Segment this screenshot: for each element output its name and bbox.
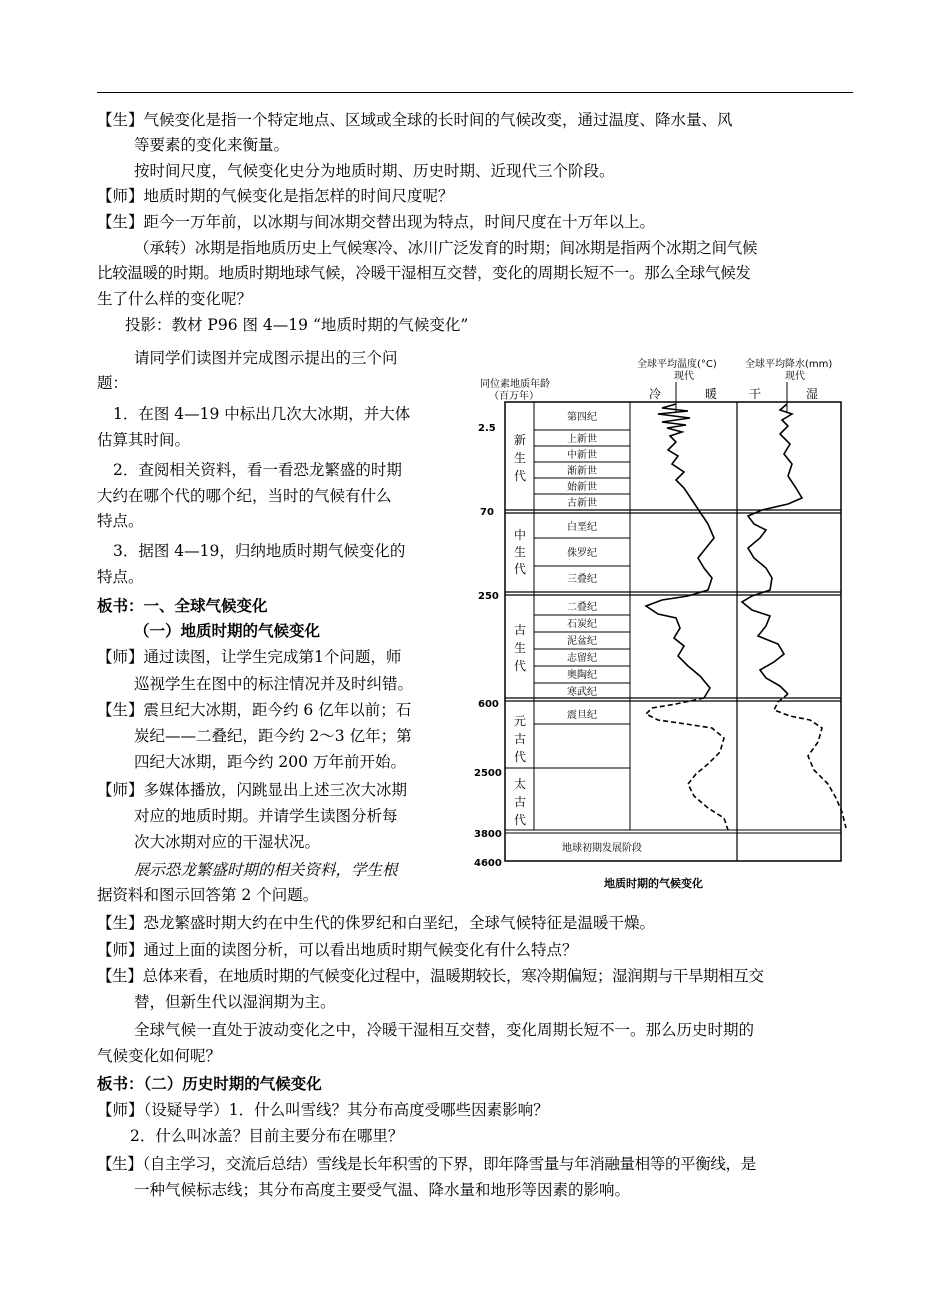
paragraph-line: 巡视学生在图中的标注情况并及时纠错。 xyxy=(134,675,414,693)
era-label: 代 xyxy=(513,750,527,764)
era-label: 元 xyxy=(513,714,527,728)
age-label: 70 xyxy=(480,507,494,518)
paragraph-line: 【生】距今一万年前，以冰期与间冰期交替出现为特点，时间尺度在十万年以上。 xyxy=(97,213,656,231)
paragraph-line: 炭纪——二叠纪，距今约 2～3 亿年；第 xyxy=(134,727,412,745)
paragraph-line: 对应的地质时期。并请学生读图分析每 xyxy=(134,807,398,825)
geologic-climate-figure xyxy=(462,352,854,894)
period-label: 奥陶纪 xyxy=(567,670,597,681)
paragraph-line: 生了什么样的变化呢？ xyxy=(97,290,253,308)
paragraph-line: 【师】地质时期的气候变化是指怎样的时间尺度呢？ xyxy=(97,187,454,205)
precipitation-curve-dashed xyxy=(774,694,846,828)
paragraph-line: 请同学们读图并完成图示提出的三个问 xyxy=(134,349,398,367)
era-label: 中 xyxy=(513,528,527,542)
paragraph-line: 气候变化如何呢？ xyxy=(97,1047,222,1065)
era-label: 太 xyxy=(513,777,527,791)
era-label: 生 xyxy=(513,451,527,465)
paragraph-line: 替，但新生代以湿润期为主。 xyxy=(134,993,336,1011)
paragraph-line: 全球气候一直处于波动变化之中，冷暖干湿相互交替，变化周期长短不一。那么历史时期的 xyxy=(134,1021,755,1039)
paragraph-line: 1．在图 4—19 中标出几次大冰期，并大体 xyxy=(113,405,411,423)
era-label: 古 xyxy=(513,623,527,637)
temp-header-now: 现代 xyxy=(674,371,694,382)
period-label: 古新世 xyxy=(567,498,597,509)
paragraph-line: 特点。 xyxy=(97,568,144,586)
age-label: 2500 xyxy=(474,768,502,779)
era-label: 代 xyxy=(513,469,527,483)
temp-scale-warm: 暖 xyxy=(705,387,718,401)
precip-scale-wet: 湿 xyxy=(806,387,819,401)
paragraph-line: （承转）冰期是指地质历史上气候寒冷、冰川广泛发育的时期；间冰期是指两个冰期之间气候 xyxy=(134,239,758,257)
era-label: 新 xyxy=(513,433,527,447)
paragraph-line: 次大冰期对应的干湿状况。 xyxy=(134,833,321,851)
period-label: 泥盆纪 xyxy=(567,636,597,647)
age-header: 同位素地质年龄 xyxy=(480,379,550,390)
board-subheading: （一）地质时期的气候变化 xyxy=(134,622,321,640)
paragraph-line: 【师】通过上面的读图分析，可以看出地质时期气候变化有什么特点？ xyxy=(97,941,578,959)
era-label: 古 xyxy=(513,795,527,809)
age-label: 250 xyxy=(478,591,499,602)
era-label: 代 xyxy=(513,659,527,673)
age-label: 2.5 xyxy=(478,423,496,434)
paragraph-line: 【生】气候变化是指一个特定地点、区域或全球的长时间的气候改变，通过温度、降水量、风 xyxy=(97,111,733,129)
paragraph-line: 2．查阅相关资料，看一看恐龙繁盛的时期 xyxy=(113,461,402,479)
paragraph-line: 比较温暖的时期。地质时期地球气候，冷暖干湿相互交替，变化的周期长短不一。那么全球气候发 xyxy=(97,264,751,282)
paragraph-line: 大约在哪个代的哪个纪，当时的气候有什么 xyxy=(97,487,392,505)
board-heading: 板书：一、全球气候变化 xyxy=(97,597,268,615)
period-label: 上新世 xyxy=(567,434,597,445)
temp-header: 全球平均温度(°C) xyxy=(637,359,717,370)
period-label: 二叠纪 xyxy=(567,602,597,613)
paragraph-line: 一种气候标志线；其分布高度主要受气温、降水量和地形等因素的影响。 xyxy=(134,1181,631,1199)
figure-caption: 地质时期的气候变化 xyxy=(604,877,703,890)
age-label: 600 xyxy=(478,699,499,710)
temperature-curve xyxy=(646,404,714,698)
precipitation-curve xyxy=(742,404,802,694)
paragraph-line: 四纪大冰期，距今约 200 万年前开始。 xyxy=(134,753,406,771)
precip-header: 全球平均降水(mm) xyxy=(745,359,833,370)
period-label: 渐新世 xyxy=(567,466,597,477)
period-label: 中新世 xyxy=(567,450,597,461)
period-label: 侏罗纪 xyxy=(567,548,597,559)
paragraph-line: 估算其时间。 xyxy=(97,431,191,449)
paragraph-line: 【生】震旦纪大冰期，距今约 6 亿年以前；石 xyxy=(97,701,412,719)
temp-scale-cold: 冷 xyxy=(649,387,662,401)
paragraph-line: 【生】（自主学习，交流后总结）雪线是长年积雪的下界，即年降雪量与年消融量相等的平衡线，是 xyxy=(97,1155,756,1173)
paragraph-line: 【生】恐龙繁盛时期大约在中生代的侏罗纪和白垩纪，全球气候特征是温暖干燥。 xyxy=(97,914,656,932)
paragraph-line: 特点。 xyxy=(97,512,144,530)
period-label: 白垩纪 xyxy=(567,522,597,533)
precip-scale-dry: 干 xyxy=(749,387,762,401)
era-label: 生 xyxy=(513,545,527,559)
paragraph-line: 据资料和图示回答第 2 个问题。 xyxy=(97,886,319,904)
era-label: 代 xyxy=(513,562,527,576)
board-heading: 板书：（二）历史时期的气候变化 xyxy=(97,1075,322,1093)
temperature-curve-dashed xyxy=(646,698,728,830)
header-rule xyxy=(97,92,853,93)
paragraph-line: 【师】多媒体播放，闪跳显出上述三次大冰期 xyxy=(97,781,408,799)
paragraph-line: 3．据图 4—19，归纳地质时期气候变化的 xyxy=(113,542,406,560)
paragraph-line: 投影：教材 P96 图 4—19 “地质时期的气候变化” xyxy=(125,316,469,334)
paragraph-line: 题： xyxy=(97,374,129,392)
period-label: 始新世 xyxy=(567,482,597,493)
period-label: 震旦纪 xyxy=(567,710,597,721)
paragraph-line: 2．什么叫冰盖？目前主要分布在哪里？ xyxy=(130,1127,404,1145)
era-label: 代 xyxy=(513,813,527,827)
period-label: 三叠纪 xyxy=(567,574,597,585)
period-label: 寒武纪 xyxy=(567,687,597,698)
age-label: 4600 xyxy=(474,858,502,869)
paragraph-line: 展示恐龙繁盛时期的相关资料，学生根 xyxy=(134,861,398,879)
paragraph-line: 等要素的变化来衡量。 xyxy=(134,136,290,154)
precip-header-now: 现代 xyxy=(785,371,805,382)
paragraph-line: 【师】（设疑导学）1．什么叫雪线？其分布高度受哪些因素影响？ xyxy=(97,1101,549,1119)
era-label: 生 xyxy=(513,641,527,655)
period-label: 石炭纪 xyxy=(567,619,597,630)
paragraph-line: 【生】总体来看，在地质时期的气候变化过程中，温暖期较长，寒冷期偏短；湿润期与干旱期相互交 xyxy=(97,967,764,985)
period-label: 第四纪 xyxy=(567,412,597,423)
early-stage-label: 地球初期发展阶段 xyxy=(562,843,642,854)
period-label: 志留纪 xyxy=(567,653,597,664)
paragraph-line: 【师】通过读图，让学生完成第1个问题，师 xyxy=(97,648,402,666)
age-header-unit: （百万年） xyxy=(489,391,539,402)
age-label: 3800 xyxy=(474,829,502,840)
era-label: 古 xyxy=(513,732,527,746)
paragraph-line: 按时间尺度，气候变化史分为地质时期、历史时期、近现代三个阶段。 xyxy=(134,162,615,180)
